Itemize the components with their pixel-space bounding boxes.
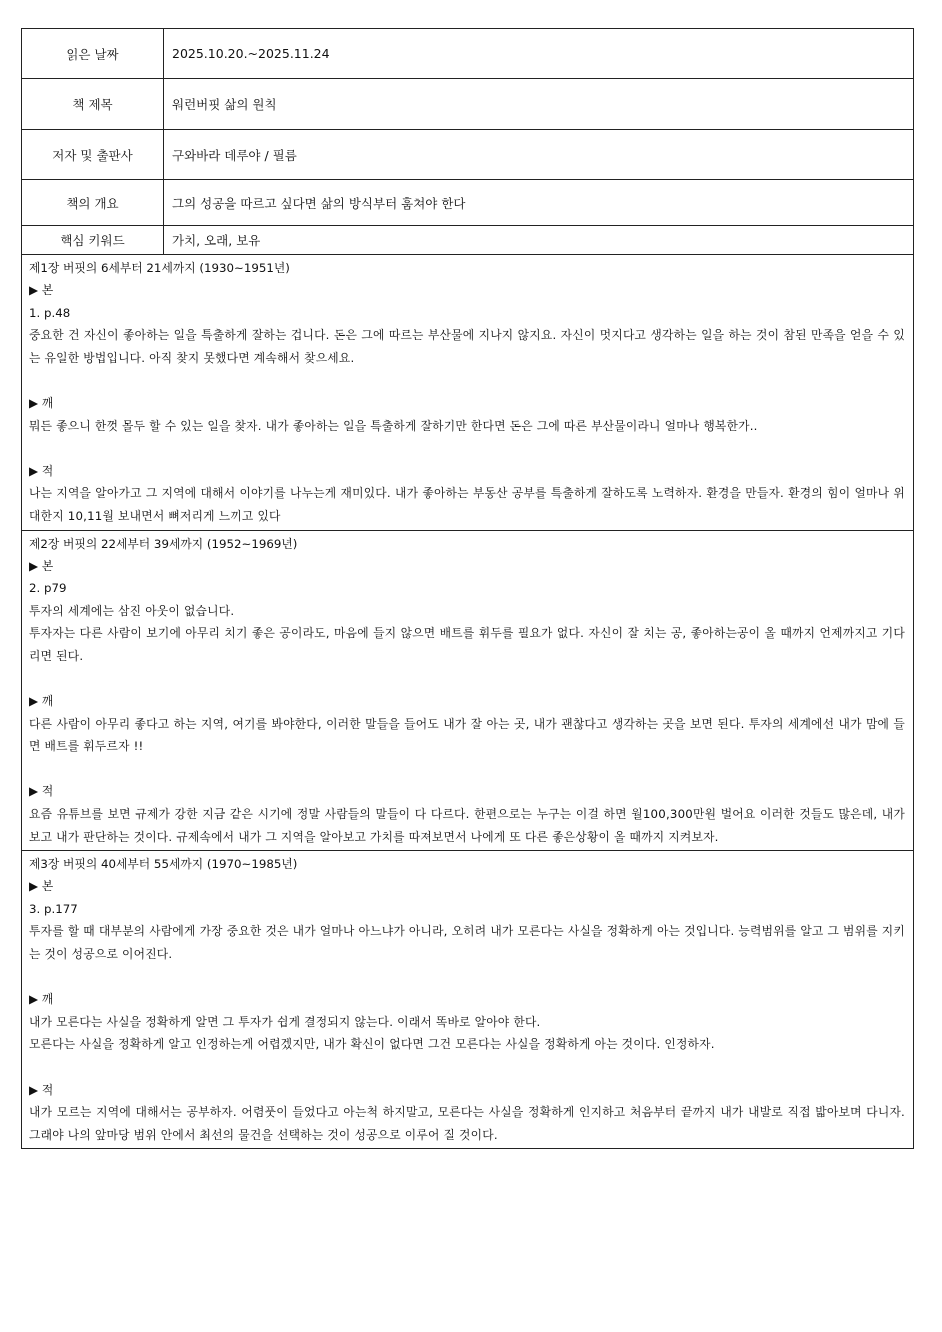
row-book-title bbox=[22, 79, 914, 130]
bon-text-2: 투자자는 다른 사람이 보기에 아무리 치기 좋은 공이라도, 마음에 들지 않으면 배트를 휘두를 필요가 없다. 자신이 잘 치는 공, 좋아하는공이 올 때까지 언제까지고 기다리면 된다. bbox=[29, 626, 905, 663]
keywords-label: 핵심 키워드 bbox=[22, 226, 164, 255]
bon-page-ref: 1. p.48 bbox=[29, 305, 71, 320]
bon-header: ▶ 본 bbox=[29, 879, 54, 894]
row-overview bbox=[22, 180, 914, 226]
jeok-header: ▶ 적 bbox=[29, 784, 54, 799]
kkae-header: ▶ 깨 bbox=[29, 992, 54, 1007]
bon-header: ▶ 본 bbox=[29, 283, 54, 297]
overview-label: 책의 개요 bbox=[22, 180, 164, 226]
bon-text: 투자를 할 때 대부분의 사람에게 가장 중요한 것은 내가 얼마나 아느냐가 아니라, 오히려 내가 모른다는 사실을 정확하게 아는 것입니다. 능력범위를 알고 그 범위를 지키는 것이 성공으로 이어진다. bbox=[29, 924, 905, 962]
keywords-value: 가치, 오래, 보유 bbox=[164, 226, 914, 255]
book-title-label: 책 제목 bbox=[22, 79, 164, 130]
read-date-label: 읽은 날짜 bbox=[22, 29, 164, 79]
chapter-title: 제2장 버핏의 22세부터 39세까지 (1952~1969년) bbox=[29, 536, 298, 551]
bon-page-ref: 3. p.177 bbox=[29, 901, 78, 916]
author-publisher-value: 구와바라 데루야 / 필름 bbox=[164, 130, 914, 180]
kkae-text: 뭐든 좋으니 한껏 몰두 할 수 있는 일을 찾자. 내가 좋아하는 일을 특출하게 잘하기만 한다면 돈은 그에 따른 부산물이라니 얼마나 행복한가.. bbox=[29, 418, 758, 433]
row-author-publisher bbox=[22, 130, 914, 180]
chapter-title: 제1장 버핏의 6세부터 21세까지 (1930~1951년) bbox=[29, 261, 290, 275]
read-date-value: 2025.10.20.~2025.11.24 bbox=[164, 29, 914, 79]
kkae-header: ▶ 깨 bbox=[29, 694, 54, 709]
overview-value: 그의 성공을 따르고 싶다면 삶의 방식부터 훔쳐야 한다 bbox=[164, 180, 914, 226]
book-title-value: 워런버핏 삶의 원칙 bbox=[164, 79, 914, 130]
bon-text: 중요한 건 자신이 좋아하는 일을 특출하게 잘하는 겁니다. 돈은 그에 따르는 부산물에 지나지 않지요. 자신이 멋지다고 생각하는 일을 하는 것이 참된 만족을 얻을 수 있는 유일한 방법입니다. 아직 찾지 못했다면 계속해서 찾으세요. bbox=[29, 328, 905, 365]
jeok-header: ▶ 적 bbox=[29, 463, 54, 478]
bon-header: ▶ 본 bbox=[29, 558, 54, 573]
bon-text-1: 투자의 세계에는 삼진 아웃이 없습니다. bbox=[29, 603, 235, 618]
bon-page-ref: 2. p79 bbox=[29, 581, 67, 596]
row-keywords bbox=[22, 226, 914, 255]
kkae-header: ▶ 깨 bbox=[29, 395, 54, 410]
kkae-text-2: 모른다는 사실을 정확하게 알고 인정하는게 어렵겠지만, 내가 확신이 없다면 그건 모른다는 사실을 정확하게 아는 것이다. 인정하자. bbox=[29, 1037, 715, 1052]
kkae-text-1: 내가 모른다는 사실을 정확하게 알면 그 투자가 쉽게 결정되지 않는다. 이래서 똑바로 알아야 한다. bbox=[29, 1014, 541, 1029]
book-report-sheet bbox=[21, 28, 914, 1149]
book-info-table bbox=[21, 28, 914, 255]
jeok-text: 내가 모르는 지역에 대해서는 공부하자. 어렴풋이 들었다고 아는척 하지말고, 모른다는 사실을 정확하게 인지하고 처음부터 끝까지 내가 내발로 직접 밟아보며 다니자. 그래야 나의 앞마당 범위 안에서 최선의 물건을 선택하는 것이 성공으로 이루어 질 것이다. bbox=[29, 1105, 905, 1142]
chapter-1 bbox=[21, 255, 914, 531]
jeok-text: 나는 지역을 알아가고 그 지역에 대해서 이야기를 나누는게 재미있다. 내가 좋아하는 부동산 공부를 특출하게 잘하도록 노력하자. 환경을 만들자. 환경의 힘이 얼마나 위대한지 10,11월 보내면서 뼈저리게 느끼고 있다 bbox=[29, 486, 905, 523]
jeok-text: 요즘 유튜브를 보면 규제가 강한 지금 같은 시기에 정말 사람들의 말들이 다 다르다. 한편으로는 누구는 이걸 하면 월100,300만원 벌어요 이러한 것들도 많은데, 내가 보고 내가 판단하는 것이다. 규제속에서 내가 그 지역을 알아보고 가치를 따져보면서 나에게 또 다른 좋은상황이 올 때까지 지켜보자. bbox=[29, 807, 905, 844]
kkae-text: 다른 사람이 아무리 좋다고 하는 지역, 여기를 봐야한다, 이러한 말들을 들어도 내가 잘 아는 곳, 내가 괜찮다고 생각하는 곳을 보면 된다. 투자의 세계에선 내가 맘에 들면 배트를 휘두르자 !! bbox=[29, 716, 905, 754]
author-publisher-label: 저자 및 출판사 bbox=[22, 130, 164, 180]
row-read-date bbox=[22, 29, 914, 79]
chapter-title: 제3장 버핏의 40세부터 55세까지 (1970~1985년) bbox=[29, 857, 298, 872]
jeok-header: ▶ 적 bbox=[29, 1082, 54, 1097]
chapter-2 bbox=[21, 531, 914, 852]
chapter-3 bbox=[21, 851, 914, 1149]
